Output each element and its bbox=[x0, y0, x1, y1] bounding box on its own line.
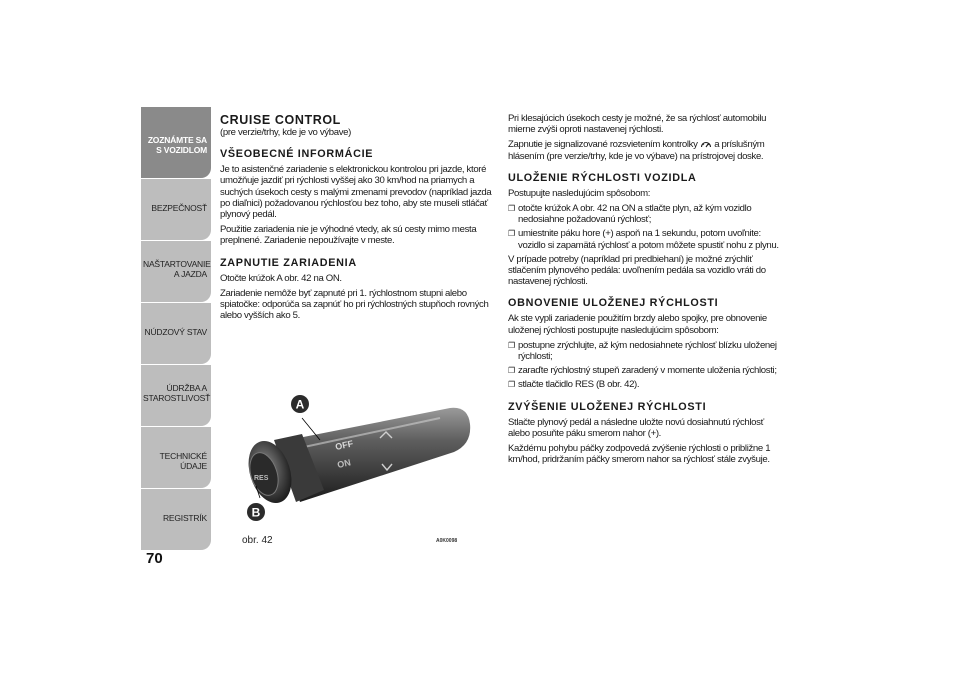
paragraph: V prípade potreby (napríklad pri predbiehaní) je možné zrýchliť stlačením plynového pedála: uvoľnením pedála sa vozidlo vráti do nastavenej rýchlosti. bbox=[508, 253, 766, 288]
off-marking: OFF bbox=[334, 438, 355, 452]
tab-nudzovy-stav[interactable] bbox=[141, 303, 211, 364]
chapter-sidebar bbox=[141, 107, 211, 551]
tab-label: ÚDRŽBA A STAROSTLIVOSŤ bbox=[143, 383, 211, 403]
list-item-text: umiestnite páku hore (+) aspoň na 1 sekundu, potom uvoľnite: vozidlo si zapamätá rýchlosť a potom môžete spustiť nohu z plynu. bbox=[518, 228, 779, 251]
figure-code: A0K0098 bbox=[436, 538, 458, 544]
tab-label: TECHNICKÉ ÚDAJE bbox=[159, 451, 207, 471]
tab-label: REGISTRÍK bbox=[162, 513, 207, 523]
cruise-lever-illustration bbox=[240, 380, 476, 532]
tab-label: NAŠTARTOVANIE A JAZDA bbox=[143, 259, 211, 279]
list-item bbox=[508, 340, 783, 362]
figure-cruise-lever bbox=[240, 380, 476, 532]
heading-general: VŠEOBECNÉ INFORMÁCIE bbox=[220, 148, 374, 161]
tab-label: ZOZNÁMTE SA S VOZIDLOM bbox=[147, 135, 207, 155]
indicator-text-a: Zapnutie je signalizované rozsvietením kontrolky bbox=[508, 139, 698, 151]
page-number: 70 bbox=[146, 550, 163, 567]
res-marking: RES bbox=[254, 475, 269, 482]
list-item-text: otočte krúžok A obr. 42 na ON a stlačte plyn, až kým vozidlo nedosiahne požadovanú rýchlosť; bbox=[518, 203, 752, 226]
list-item bbox=[508, 203, 783, 225]
bullet-box-icon: ❐ bbox=[508, 366, 515, 376]
heading-save-speed: ULOŽENIE RÝCHLOSTI VOZIDLA bbox=[508, 171, 697, 184]
paragraph: Stlačte plynový pedál a následne uložte novú dosiahnutú rýchlosť alebo posuňte páku smerom nahor (+). bbox=[508, 416, 764, 439]
tab-nastartovanie[interactable] bbox=[141, 241, 211, 302]
section-subtitle: (pre verzie/trhy, kde je vo výbave) bbox=[220, 127, 352, 138]
tab-label: BEZPEČNOSŤ bbox=[151, 203, 207, 213]
bullet-box-icon: ❐ bbox=[508, 340, 515, 350]
right-column bbox=[508, 113, 783, 469]
heading-increase-speed: ZVÝŠENIE ULOŽENEJ RÝCHLOSTI bbox=[508, 400, 707, 413]
paragraph: Použitie zariadenia nie je výhodné vtedy, ak sú cesty mimo mesta preplnené. Zariadenie nepoužívajte v meste. bbox=[220, 224, 477, 247]
list-item bbox=[508, 365, 783, 376]
list-item-text: zaraďte rýchlostný stupeň zaradený v momente uloženia rýchlosti; bbox=[518, 365, 777, 377]
section-title: CRUISE CONTROL bbox=[220, 113, 341, 127]
indicator-text-b: a príslušným hlásením (pre verzie/trhy, kde je vo výbave) na prístrojovej doske. bbox=[508, 139, 765, 162]
cruise-control-indicator-icon bbox=[700, 140, 712, 149]
list-item bbox=[508, 379, 783, 390]
bullet-box-icon: ❐ bbox=[508, 229, 515, 239]
on-marking: ON bbox=[336, 457, 352, 470]
tab-zoznamte-sa[interactable] bbox=[141, 107, 211, 178]
callout-a-label: A bbox=[295, 397, 305, 412]
paragraph: Otočte krúžok A obr. 42 na ON. bbox=[220, 272, 342, 284]
tab-bezpecnost[interactable] bbox=[141, 179, 211, 240]
callout-b-label: B bbox=[251, 505, 261, 520]
bullet-box-icon: ❐ bbox=[508, 204, 515, 214]
figure-caption: obr. 42 bbox=[242, 535, 273, 546]
paragraph: Je to asistenčné zariadenie s elektronickou kontrolou pri jazde, ktoré umožňuje jazdiť pri rýchlosti vyššej ako 30 km/hod na priamych a suchých úsekoch cesty s malými zmenami prevodov (napríklad jazda po diaľnici) požadovanou rýchlosťou bez toho, aby ste museli stláčať plynový pedál. bbox=[220, 164, 492, 221]
paragraph: Zariadenie nemôže byť zapnuté pri 1. rýchlostnom stupni alebo spiatočke: odporúča sa zapnúť ho pri rýchlostných stupňoch rovných alebo vyšších ako 5. bbox=[220, 287, 489, 322]
bullet-box-icon: ❐ bbox=[508, 380, 515, 390]
list-item-text: postupne zrýchlujte, až kým nedosiahnete rýchlosť blízku uloženej rýchlosti; bbox=[518, 339, 777, 363]
left-column bbox=[220, 113, 495, 325]
list-item-text: stlačte tlačidlo RES (B obr. 42). bbox=[518, 379, 640, 391]
heading-restore-speed: OBNOVENIE ULOŽENEJ RÝCHLOSTI bbox=[508, 297, 719, 310]
paragraph: Každému pohybu páčky zodpovedá zvýšenie rýchlosti o približne 1 km/hod, pridržaním páčky smerom nahor sa rýchlosť stále zvyšuje. bbox=[508, 443, 771, 466]
tab-label: NÚDZOVÝ STAV bbox=[144, 327, 207, 337]
tab-udrzba[interactable] bbox=[141, 365, 211, 426]
heading-on: ZAPNUTIE ZARIADENIA bbox=[220, 256, 357, 269]
paragraph: Pri klesajúcich úsekoch cesty je možné, že sa rýchlosť automobilu mierne zvýši oproti nastavenej rýchlosti. bbox=[508, 113, 767, 136]
paragraph: Ak ste vypli zariadenie použitím brzdy alebo spojky, pre obnovenie uloženej rýchlosti postupujte nasledujúcim spôsobom: bbox=[508, 313, 767, 336]
paragraph: Postupujte nasledujúcim spôsobom: bbox=[508, 187, 651, 199]
tab-registrik[interactable] bbox=[141, 489, 211, 550]
list-item bbox=[508, 228, 783, 250]
tab-technicke-udaje[interactable] bbox=[141, 427, 211, 488]
paragraph-indicator bbox=[508, 139, 783, 161]
